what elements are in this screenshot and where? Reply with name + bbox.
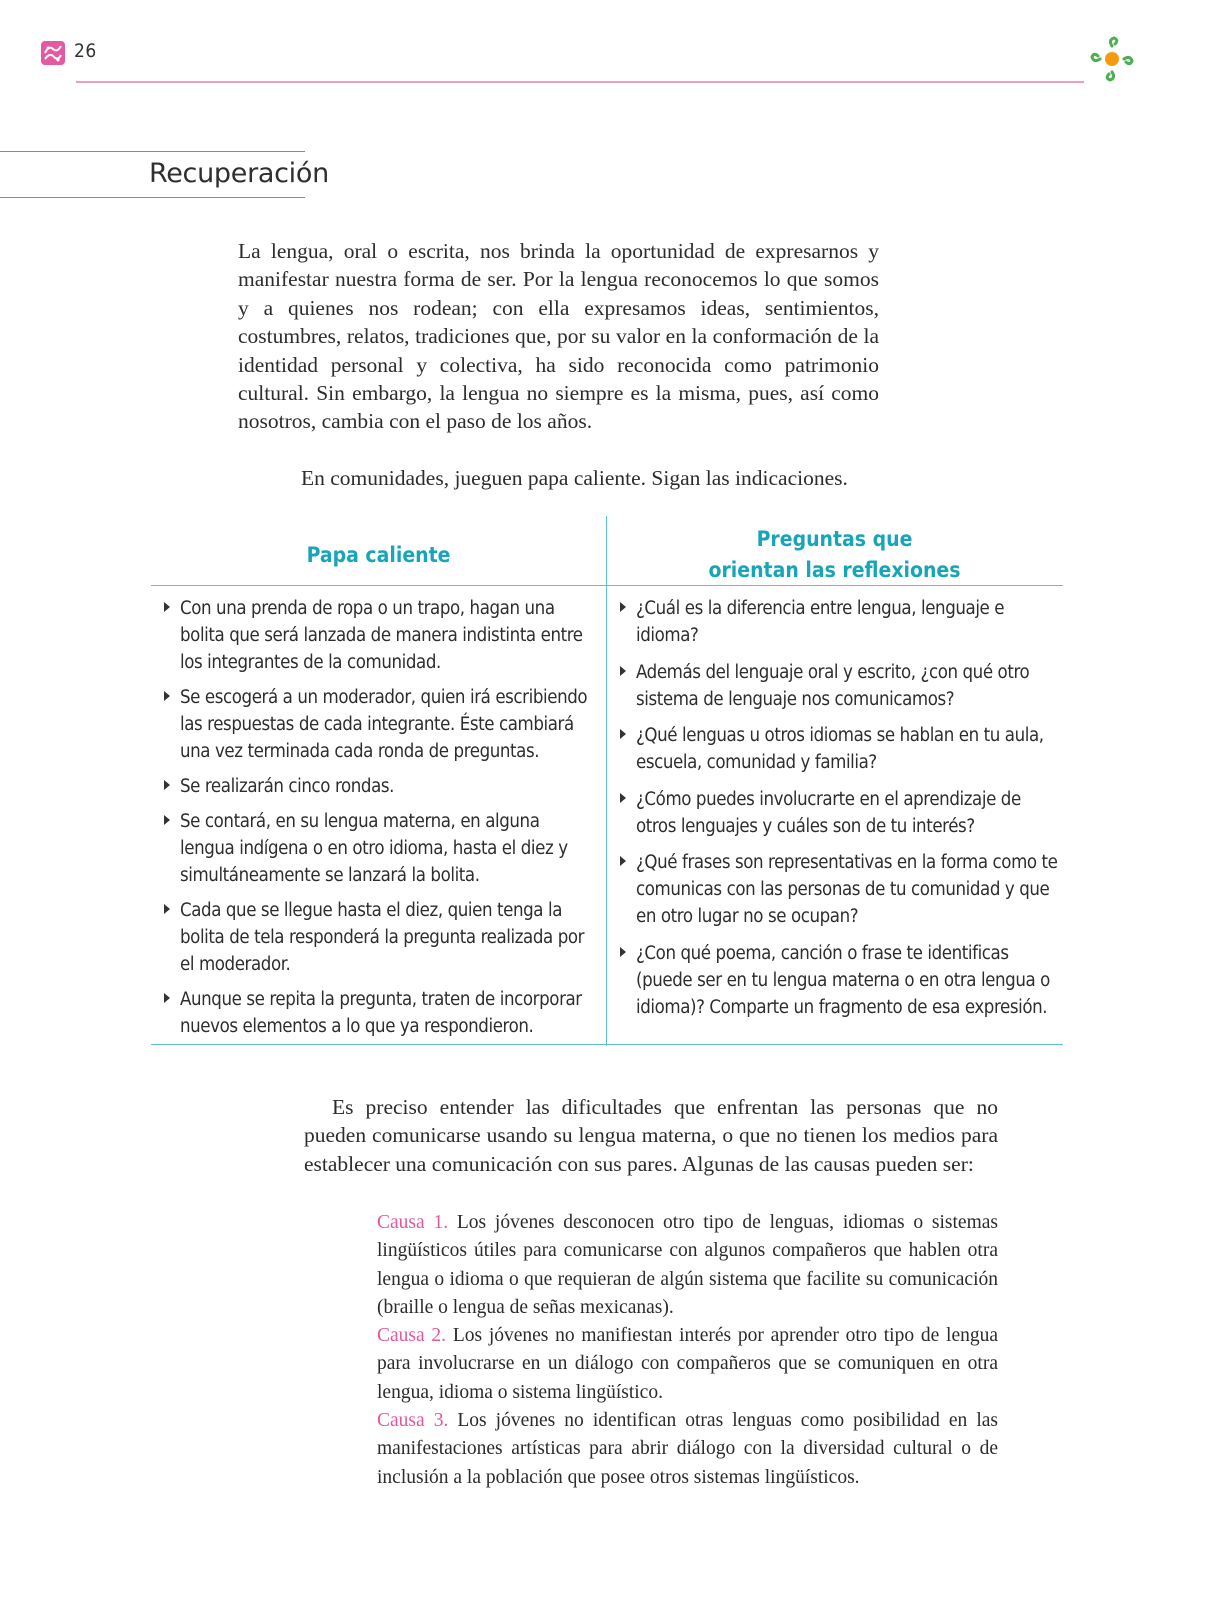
bullet-icon (164, 691, 170, 701)
section-rule-bottom (0, 197, 305, 198)
list-item (164, 986, 594, 1040)
cause-item (377, 1322, 998, 1407)
section-rule-top (0, 151, 305, 152)
table-header-preguntas (606, 524, 1063, 586)
section-title: Recuperación (149, 158, 329, 189)
pink-glyph-icon (40, 40, 66, 66)
bullet-icon (164, 780, 170, 790)
list-item (620, 659, 1060, 713)
table-header-papa-caliente: Papa caliente (306, 543, 451, 567)
flower-logo-icon (1090, 34, 1142, 86)
list-item (164, 684, 594, 765)
preguntas-list (620, 595, 1060, 1030)
papa-caliente-list (164, 595, 594, 1048)
cause-text: Los jóvenes no manifiestan interés por aprender otro tipo de lengua para involucrarse en un diálogo con compañeros que se comuniquen en otra lengua, idioma o sistema lingüístico. (377, 1325, 999, 1403)
instruction-text: En comunidades, jueguen papa caliente. Sigan las indicaciones. (301, 466, 848, 490)
causes-list (377, 1209, 998, 1492)
list-item (620, 849, 1060, 930)
cause-label: Causa 2. (377, 1325, 447, 1347)
table-column-divider (606, 516, 607, 1046)
list-item (620, 786, 1060, 840)
table-header-preguntas-line2: orientan las reflexiones (708, 558, 961, 582)
list-item (164, 897, 594, 978)
bullet-icon (620, 602, 626, 612)
list-item (164, 595, 594, 676)
intro-paragraph: La lengua, oral o escrita, nos brinda la oportunidad de expresarnos y manifestar nuestra forma de ser. Por la lengua reconocemos lo que somos y a quienes nos rodean; con ella expresamos ideas, sentimientos, costumbres, relatos, tradiciones que, por su valor en la conformación de la identidad personal y colectiva, ha sido reconocida como patrimonio cultural. Sin embargo, la lengua no siempre es la misma, pues, así como nosotros, cambia con el paso de los años. (238, 239, 879, 434)
bullet-icon (164, 602, 170, 612)
bullet-icon (620, 793, 626, 803)
list-item-text: Se escogerá a un moderador, quien irá escribiendo las respuestas de cada integrante. Éste cambiará una vez terminada cada ronda de preguntas. (180, 687, 588, 762)
list-item-text: ¿Qué lenguas u otros idiomas se hablan en tu aula, escuela, comunidad y familia? (636, 725, 1044, 773)
cause-text: Los jóvenes desconocen otro tipo de lenguas, idiomas o sistemas lingüísticos útiles para comunicarse con algunos compañeros que hablen otra lengua o idioma o que requieran de algún sistema que facilite su comunicación (braille o lengua de señas mexicanas). (377, 1212, 998, 1318)
bullet-icon (164, 993, 170, 1003)
bullet-icon (620, 666, 626, 676)
list-item-text: ¿Cuál es la diferencia entre lengua, lenguaje e idioma? (636, 598, 1005, 646)
list-item (620, 940, 1060, 1021)
list-item-text: ¿Con qué poema, canción o frase te identificas (puede ser en tu lengua materna o en otra lengua o idioma)? Comparte un fragmento de esa expresión. (636, 942, 1050, 1018)
bullet-icon (620, 729, 626, 739)
list-item (164, 808, 594, 889)
bullet-icon (164, 815, 170, 825)
cause-label: Causa 3. (377, 1410, 449, 1432)
list-item-text: Con una prenda de ropa o un trapo, hagan una bolita que será lanzada de manera indistinta entre los integrantes de la comunidad. (180, 598, 583, 673)
list-item (164, 773, 594, 800)
list-item-text: Se contará, en su lengua materna, en alguna lengua indígena o en otro idioma, hasta el diez y simultáneamente se lanzará la bolita. (180, 811, 568, 886)
page-number: 26 (74, 40, 97, 62)
cause-text: Los jóvenes no identifican otras lenguas como posibilidad en las manifestaciones artísticas para abrir diálogo con la diversidad cultural o de inclusión a la población que posee otros sistemas lingüísticos. (377, 1410, 998, 1488)
list-item-text: Además del lenguaje oral y escrito, ¿con qué otro sistema de lenguaje nos comunicamos? (636, 661, 1030, 710)
list-item (620, 595, 1060, 649)
table-header-preguntas-line1: Preguntas que (756, 527, 913, 551)
list-item-text: Aunque se repita la pregunta, traten de incorporar nuevos elementos a lo que ya respondieron. (180, 989, 582, 1037)
bullet-icon (164, 904, 170, 914)
cause-item (377, 1209, 998, 1322)
header-rule (76, 81, 1084, 83)
closing-paragraph: Es preciso entender las dificultades que enfrentan las personas que no pueden comunicarse usando su lengua materna, o que no tienen los medios para establecer una comunicación con sus pares. Algunas de las causas pueden ser: (304, 1095, 998, 1176)
bullet-icon (620, 947, 626, 957)
list-item-text: Se realizarán cinco rondas. (180, 776, 395, 797)
list-item-text: Cada que se llegue hasta el diez, quien tenga la bolita de tela responderá la pregunta realizada por el moderador. (180, 900, 585, 975)
list-item-text: ¿Cómo puedes involucrarte en el aprendizaje de otros lenguajes y cuáles son de tu interés? (636, 788, 1021, 837)
cause-item (377, 1407, 998, 1492)
list-item-text: ¿Qué frases son representativas en la forma como te comunicas con las personas de tu comunidad y que en otro lugar no se ocupan? (636, 852, 1058, 927)
cause-label: Causa 1. (377, 1212, 449, 1233)
bullet-icon (620, 856, 626, 866)
list-item (620, 722, 1060, 776)
